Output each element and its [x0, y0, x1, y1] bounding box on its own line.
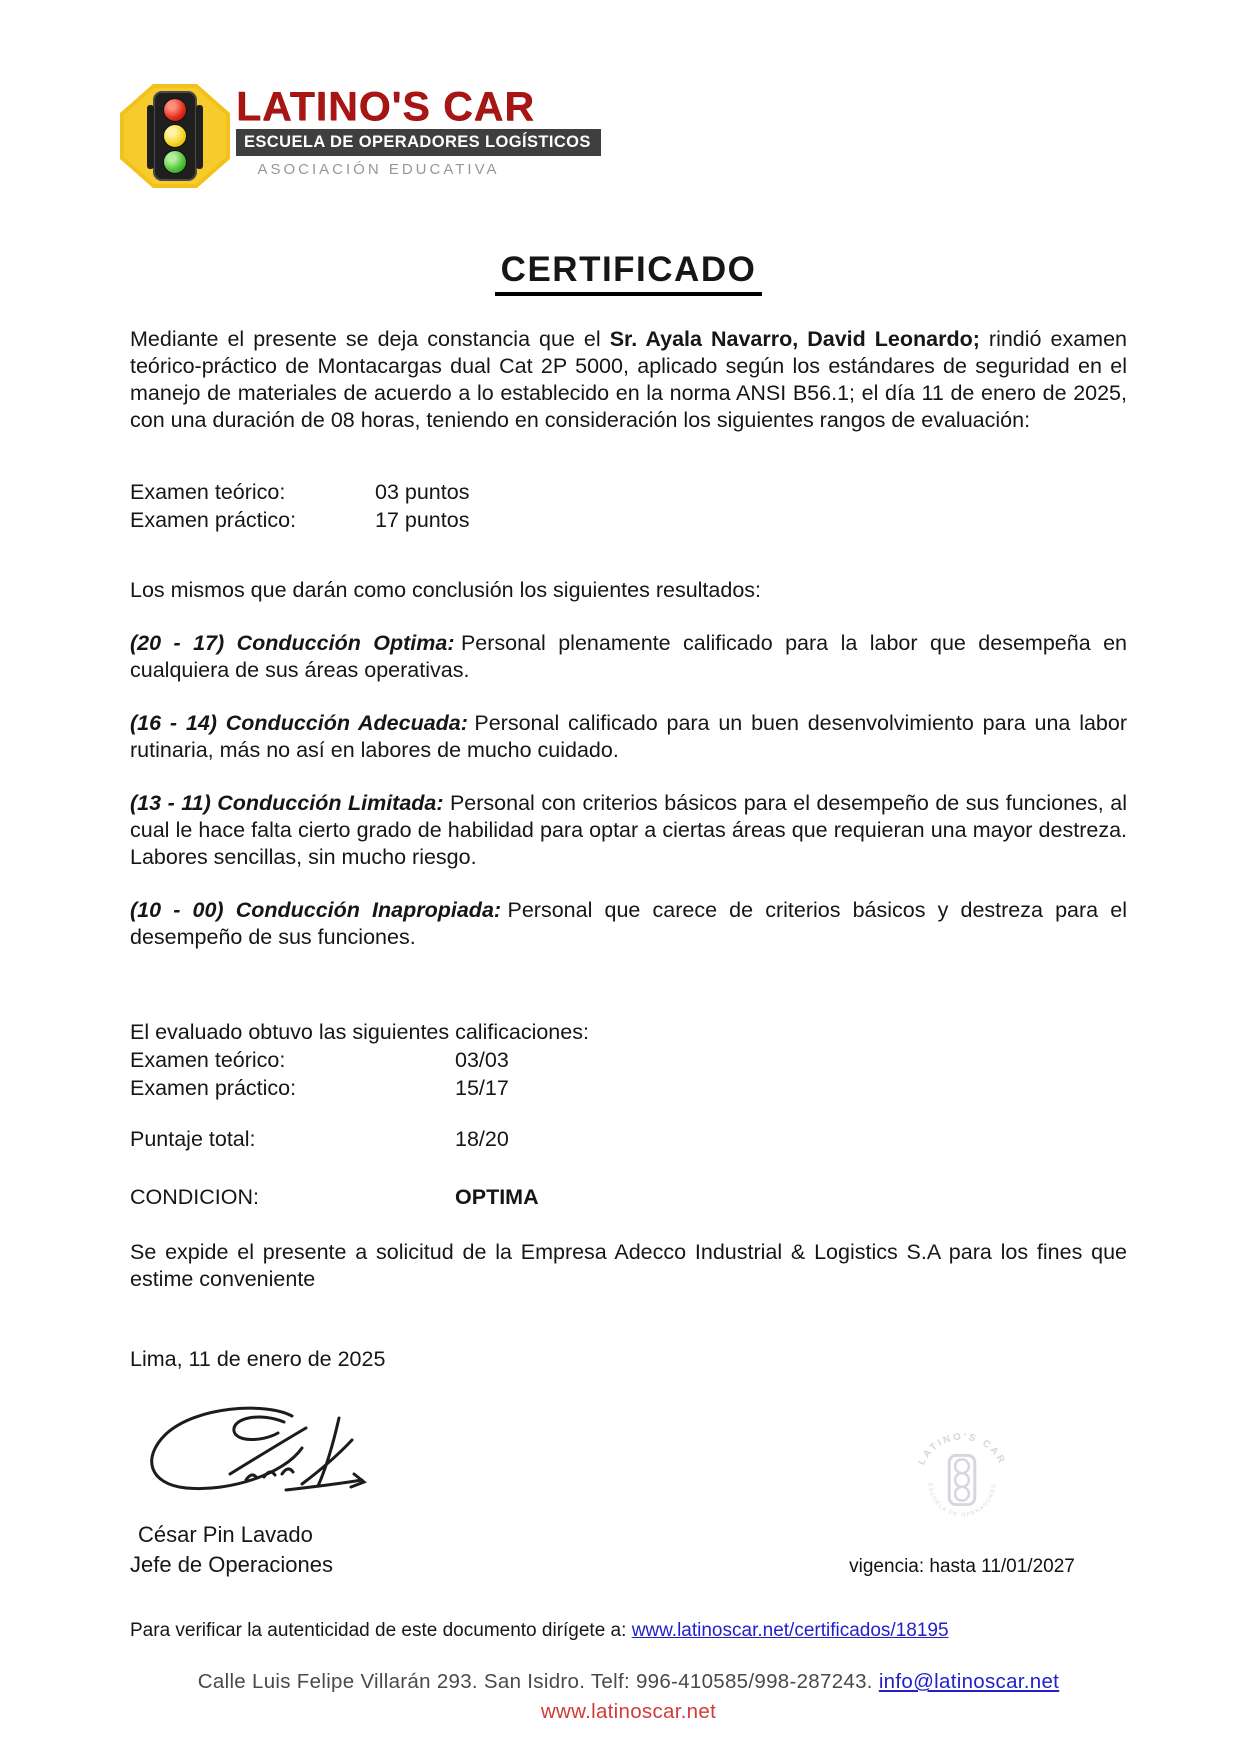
total-score-label: Puntaje total: — [130, 1127, 256, 1151]
school-band-label: ESCUELA DE OPERADORES LOGÍSTICOS — [236, 129, 601, 156]
grade-theory-row — [130, 1046, 1127, 1074]
stamp-block — [797, 1420, 1127, 1580]
category-adecuada-text: Personal calificado para un buen desenvolvimiento para una labor rutinaria, más no así en labores de mucho cuidado. — [130, 711, 1128, 762]
exam-practice-row — [130, 506, 1127, 534]
grade-practice-value: 15/17 — [455, 1076, 509, 1100]
intro-paragraph — [130, 326, 1127, 434]
category-optima-title: (20 - 17) Conducción Optima: — [130, 631, 455, 655]
category-inapropiada — [130, 897, 1127, 951]
logo-header — [120, 84, 1127, 202]
exam-theory-value: 03 puntos — [375, 480, 470, 504]
yellow-light-icon — [163, 124, 187, 148]
category-limitada-title: (13 - 11) Conducción Limitada: — [130, 791, 444, 815]
certificate-title: CERTIFICADO — [495, 250, 763, 296]
exam-theory-label: Examen teórico: — [130, 480, 286, 504]
exam-theory-row — [130, 478, 1127, 506]
green-light-icon — [163, 150, 187, 174]
intro-pre-text: Mediante el presente se deja constancia que el — [130, 327, 610, 351]
category-adecuada — [130, 710, 1127, 764]
traffic-light-logo-icon — [120, 84, 230, 188]
signature-zone — [130, 1394, 1127, 1580]
association-label: ASOCIACIÓN EDUCATIVA — [257, 161, 500, 178]
condition-label: CONDICION: — [130, 1185, 259, 1209]
category-optima — [130, 630, 1127, 684]
condition-row — [130, 1183, 1127, 1211]
results-intro: Los mismos que darán como conclusión los siguientes resultados: — [130, 578, 761, 602]
category-inapropiada-title: (10 - 00) Conducción Inapropiada: — [130, 898, 502, 922]
traffic-light-icon — [153, 91, 197, 181]
grade-theory-label: Examen teórico: — [130, 1048, 286, 1072]
brand-name: LATINO'S CAR — [236, 83, 535, 129]
logo-text — [236, 84, 601, 178]
category-limitada — [130, 790, 1127, 871]
signature-block — [130, 1400, 374, 1580]
issue-paragraph: Se expide el presente a solicitud de la Empresa Adecco Industrial & Logistics S.A para los fines que estime conveniente — [130, 1240, 1127, 1291]
validity-text: vigencia: hasta 11/01/2027 — [849, 1556, 1075, 1577]
email-link[interactable]: info@latinoscar.net — [878, 1670, 1060, 1693]
category-inapropiada-text: Personal que carece de criterios básicos y destreza para el desempeño de sus funciones. — [130, 898, 1127, 949]
certificate-verify-link[interactable]: www.latinoscar.net/certificados/18195 — [631, 1620, 949, 1641]
total-score-row — [130, 1125, 1127, 1153]
grade-practice-row — [130, 1074, 1127, 1102]
category-limitada-text: Personal con criterios básicos para el desempeño de sus funciones, al cual le hace falta cierto grado de habilidad para optar a ciertas áreas que requieran una mayor destreza. Labores sencillas, sin mucho riesgo. — [130, 791, 1127, 869]
grades-block — [130, 1019, 1127, 1211]
verify-text: Para verificar la autenticidad de este documento dirígete a: — [130, 1620, 632, 1641]
signer-role: Jefe de Operaciones — [130, 1552, 334, 1577]
verify-line — [130, 1620, 1127, 1642]
exam-points-block — [130, 478, 1127, 534]
place-date: Lima, 11 de enero de 2025 — [130, 1347, 386, 1371]
address-line — [130, 1670, 1127, 1694]
signature-icon — [134, 1400, 374, 1504]
exam-practice-value: 17 puntos — [375, 508, 470, 532]
grades-intro: El evaluado obtuvo las siguientes calificaciones: — [130, 1020, 589, 1044]
watermark-stamp-icon — [903, 1420, 1021, 1538]
category-adecuada-title: (16 - 14) Conducción Adecuada: — [130, 711, 468, 735]
category-optima-text: Personal plenamente calificado para la labor que desempeña en cualquiera de sus áreas operativas. — [130, 631, 1128, 682]
intro-post-text: rindió examen teórico-práctico de Montacargas dual Cat 2P 5000, aplicado según los estándares de seguridad en el manejo de materiales de acuerdo a lo establecido en la norma ANSI B56.1; el día 11 de enero de 2025, con una duración de 08 horas, teniendo en consideración los siguientes rangos de evaluación: — [130, 327, 1128, 432]
website-text: www.latinoscar.net — [540, 1700, 717, 1723]
stamp-arc-bottom-text: ESCUELA DE OPERADORES — [926, 1482, 998, 1519]
address-text: Calle Luis Felipe Villarán 293. San Isidro. Telf: 996-410585/998-287243. — [197, 1670, 879, 1693]
svg-text:LATINO'S CAR — [916, 1431, 1007, 1467]
total-score-value: 18/20 — [455, 1127, 509, 1151]
stamp-arc-top-text: LATINO'S CAR — [916, 1431, 1008, 1468]
red-light-icon — [163, 98, 187, 122]
condition-value: OPTIMA — [455, 1185, 539, 1209]
grade-practice-label: Examen práctico: — [130, 1076, 297, 1100]
signer-name: César Pin Lavado — [138, 1522, 313, 1547]
student-name: Sr. Ayala Navarro, David Leonardo; — [609, 327, 980, 351]
exam-practice-label: Examen práctico: — [130, 508, 297, 532]
grade-theory-value: 03/03 — [455, 1048, 509, 1072]
